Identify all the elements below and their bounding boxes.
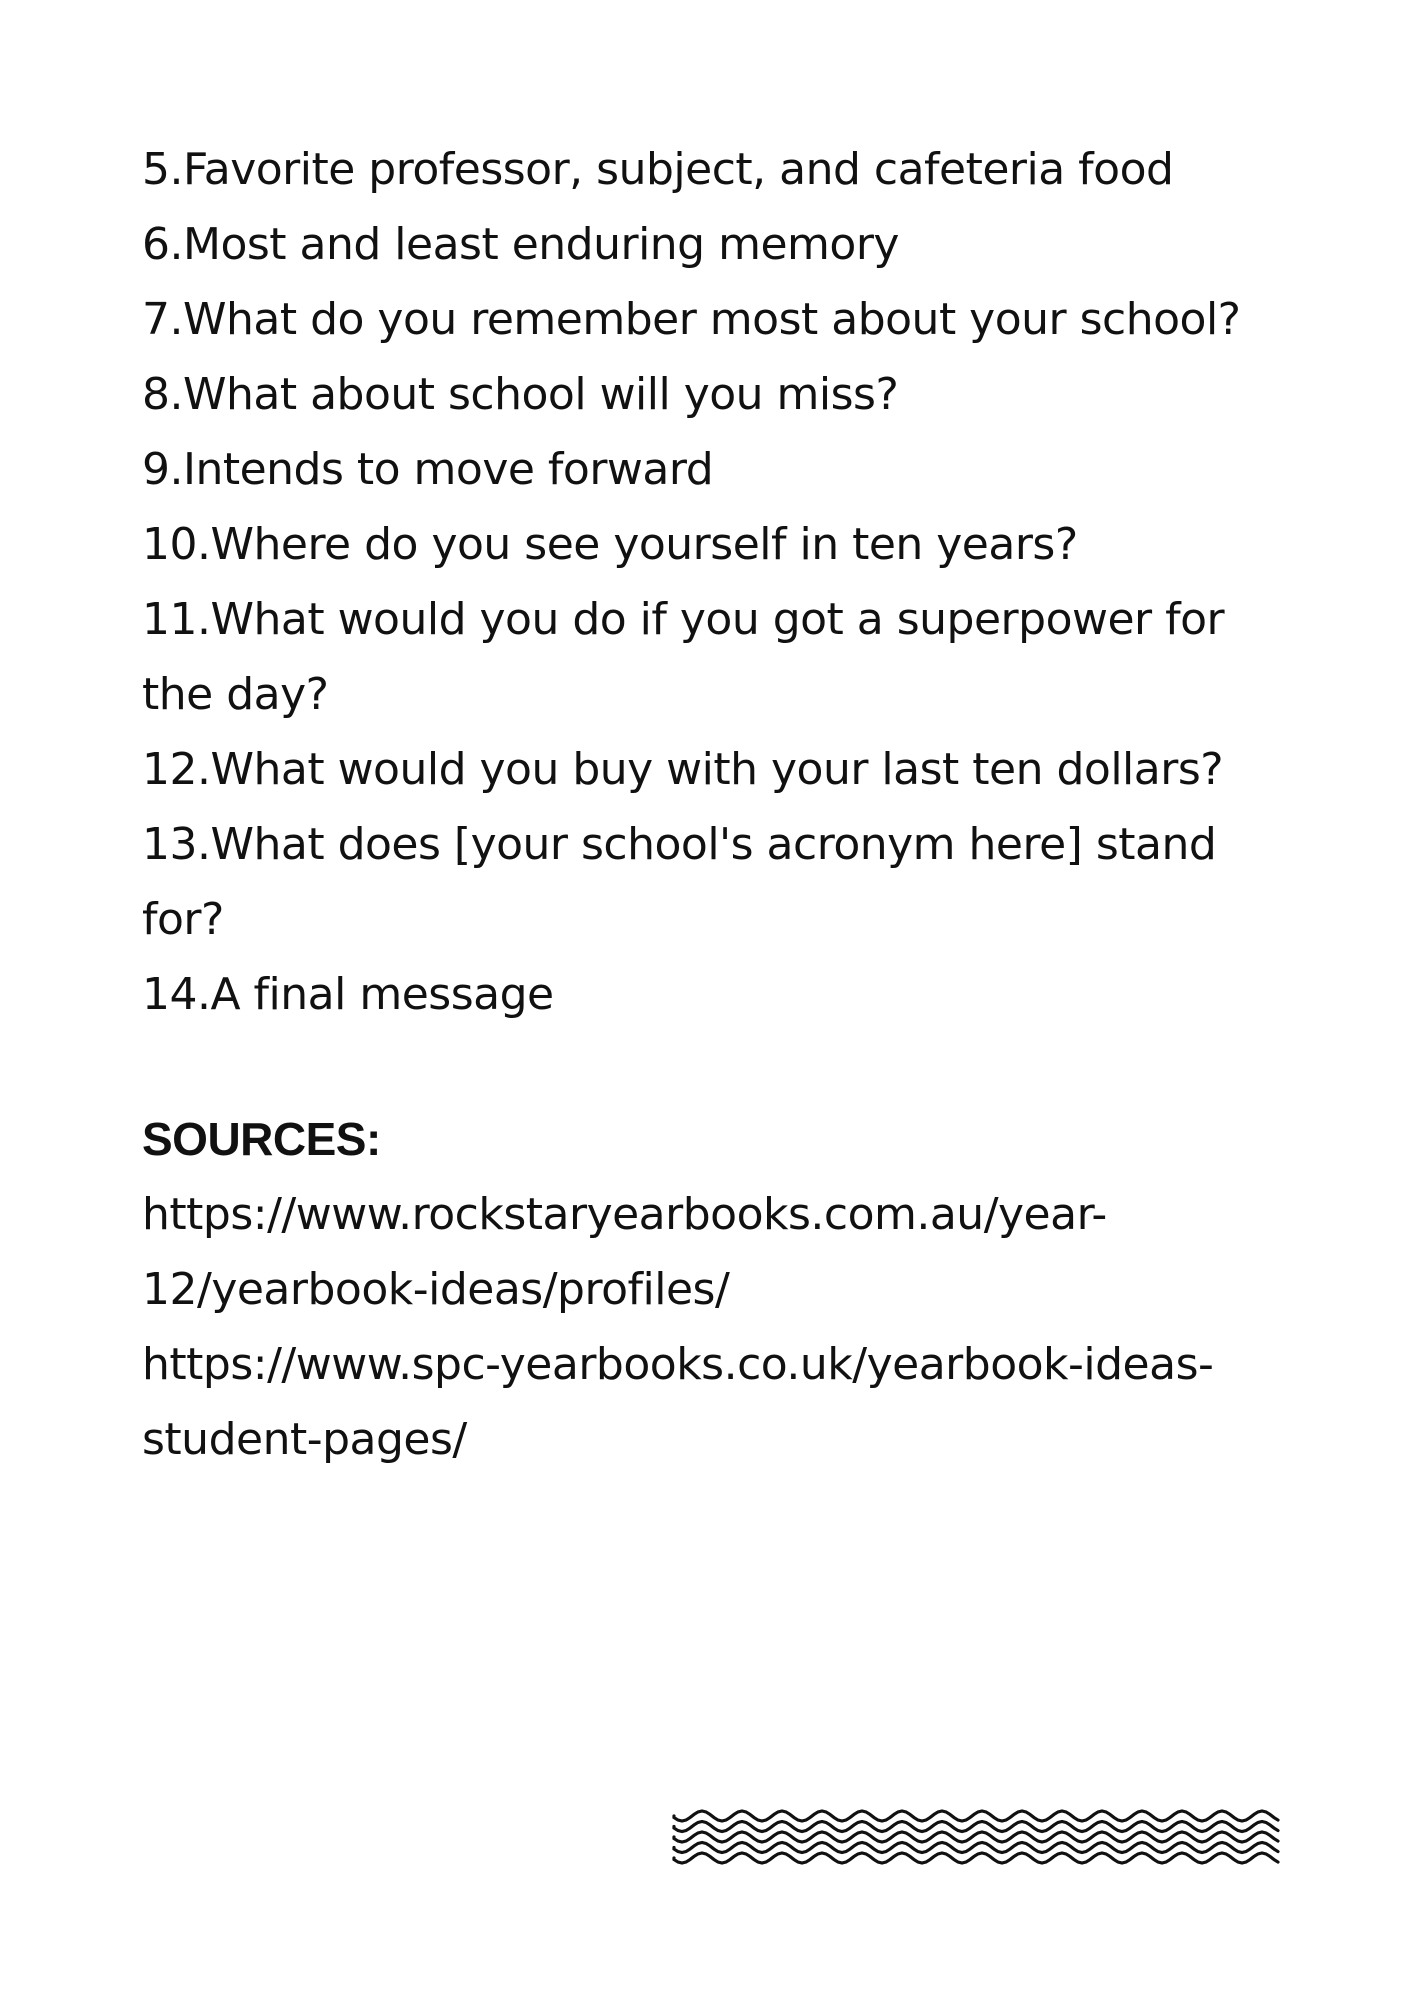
- wave-line: [674, 1811, 1278, 1821]
- source-url: https://www.spc-yearbooks.co.uk/yearbook-ideas-student-pages/: [142, 1339, 1214, 1465]
- wave-line: [674, 1832, 1278, 1842]
- question-item: 5.Favorite professor, subject, and cafeteria food: [142, 144, 1174, 195]
- question-item: 6.Most and least enduring memory: [142, 219, 899, 270]
- question-item: 13.What does [your school's acronym here] stand for?: [142, 819, 1217, 945]
- question-item: 8.What about school will you miss?: [142, 369, 899, 420]
- question-item: 12.What would you buy with your last ten dollars?: [142, 744, 1224, 795]
- sources-heading: SOURCES:: [142, 1113, 381, 1165]
- question-list: [142, 132, 1282, 1032]
- sources-list: [142, 1177, 1262, 1477]
- question-item: 10.Where do you see yourself in ten years?: [142, 519, 1078, 570]
- wave-line: [674, 1822, 1278, 1832]
- question-item: 14.A final message: [142, 969, 554, 1020]
- wave-pattern-icon: [672, 1808, 1280, 1866]
- wave-line: [674, 1853, 1278, 1863]
- question-item: 9.Intends to move forward: [142, 444, 714, 495]
- question-item: 11.What would you do if you got a superpower for the day?: [142, 594, 1225, 720]
- question-item: 7.What do you remember most about your school?: [142, 294, 1241, 345]
- wave-line: [674, 1843, 1278, 1853]
- source-url: https://www.rockstaryearbooks.com.au/year-12/yearbook-ideas/profiles/: [142, 1189, 1107, 1315]
